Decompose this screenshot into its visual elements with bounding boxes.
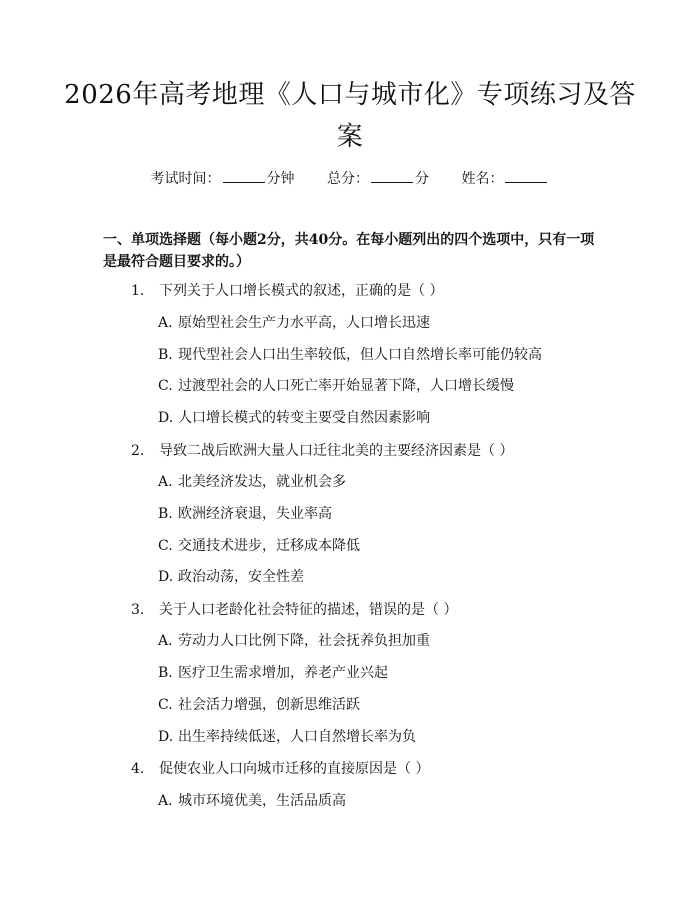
document-title: 2026年高考地理《人口与城市化》专项练习及答案 <box>64 80 636 152</box>
name-label: 姓名： <box>461 171 504 187</box>
option-label: B. <box>158 506 173 522</box>
exam-time-label: 考试时间： <box>150 171 221 187</box>
option-text: 劳动力人口比例下降，社会抚养负担加重 <box>178 633 430 649</box>
option-label: D. <box>158 729 174 745</box>
name-field <box>461 168 549 189</box>
total-score-blank <box>371 168 413 183</box>
exam-time-unit: 分钟 <box>266 171 295 187</box>
section-heading: 一、单项选择题（每小题2分，共40分。在每小题列出的四个选项中，只有一项是最符合题目要求的。） <box>103 232 595 270</box>
option-text: 医疗卫生需求增加，养老产业兴起 <box>178 665 388 681</box>
question-2-option-a <box>158 472 346 492</box>
question-3-option-c <box>158 695 360 715</box>
question-number: 1. <box>131 283 145 299</box>
option-text: 社会活力增强，创新思维活跃 <box>178 697 360 713</box>
option-text: 人口增长模式的转变主要受自然因素影响 <box>178 410 430 426</box>
question-number: 4. <box>131 761 145 777</box>
option-label: B. <box>158 665 173 681</box>
option-text: 北美经济发达，就业机会多 <box>178 474 346 490</box>
question-1-option-b <box>158 345 542 365</box>
question-number: 3. <box>131 602 145 618</box>
question-text: 促使农业人口向城市迁移的直接原因是（ ） <box>159 761 430 777</box>
name-blank <box>505 168 547 183</box>
question-text: 下列关于人口增长模式的叙述，正确的是（ ） <box>159 283 444 299</box>
option-text: 交通技术进步，迁移成本降低 <box>178 538 360 554</box>
question-text: 导致二战后欧洲大量人口迁往北美的主要经济因素是（ ） <box>159 443 514 459</box>
option-text: 出生率持续低迷，人口自然增长率为负 <box>178 729 416 745</box>
question-1 <box>131 281 443 301</box>
total-score-field <box>327 168 429 189</box>
question-1-option-a <box>158 313 430 333</box>
total-score-unit: 分 <box>415 171 429 187</box>
question-2 <box>131 441 513 461</box>
option-text: 欧洲经济衰退，失业率高 <box>178 506 332 522</box>
question-number: 2. <box>131 443 145 459</box>
total-score-label: 总分： <box>327 171 369 187</box>
option-label: A. <box>158 315 173 331</box>
option-label: C. <box>158 538 173 554</box>
option-text: 原始型社会生产力水平高，人口增长迅速 <box>178 315 430 331</box>
question-3 <box>131 600 457 620</box>
exam-time-blank <box>223 168 265 183</box>
question-4-option-a <box>158 791 346 811</box>
exam-time-field <box>151 168 295 189</box>
question-2-option-c <box>158 536 360 556</box>
question-text: 关于人口老龄化社会特征的描述，错误的是（ ） <box>159 602 458 618</box>
option-label: A. <box>158 793 173 809</box>
question-2-option-d <box>158 567 304 587</box>
option-text: 城市环境优美，生活品质高 <box>178 793 346 809</box>
question-3-option-b <box>158 663 388 683</box>
option-text: 现代型社会人口出生率较低，但人口自然增长率可能仍较高 <box>178 347 542 363</box>
question-1-option-c <box>158 376 514 396</box>
question-1-option-d <box>158 408 430 428</box>
exam-info-line <box>0 168 700 189</box>
option-label: A. <box>158 474 173 490</box>
option-label: D. <box>158 569 174 585</box>
question-4 <box>131 759 429 779</box>
question-3-option-d <box>158 727 416 747</box>
option-label: C. <box>158 697 173 713</box>
option-label: A. <box>158 633 173 649</box>
option-label: C. <box>158 378 173 394</box>
question-2-option-b <box>158 504 332 524</box>
option-text: 政治动荡，安全性差 <box>178 569 304 585</box>
option-label: B. <box>158 347 173 363</box>
option-label: D. <box>158 410 174 426</box>
question-3-option-a <box>158 631 430 651</box>
option-text: 过渡型社会的人口死亡率开始显著下降，人口增长缓慢 <box>178 378 514 394</box>
